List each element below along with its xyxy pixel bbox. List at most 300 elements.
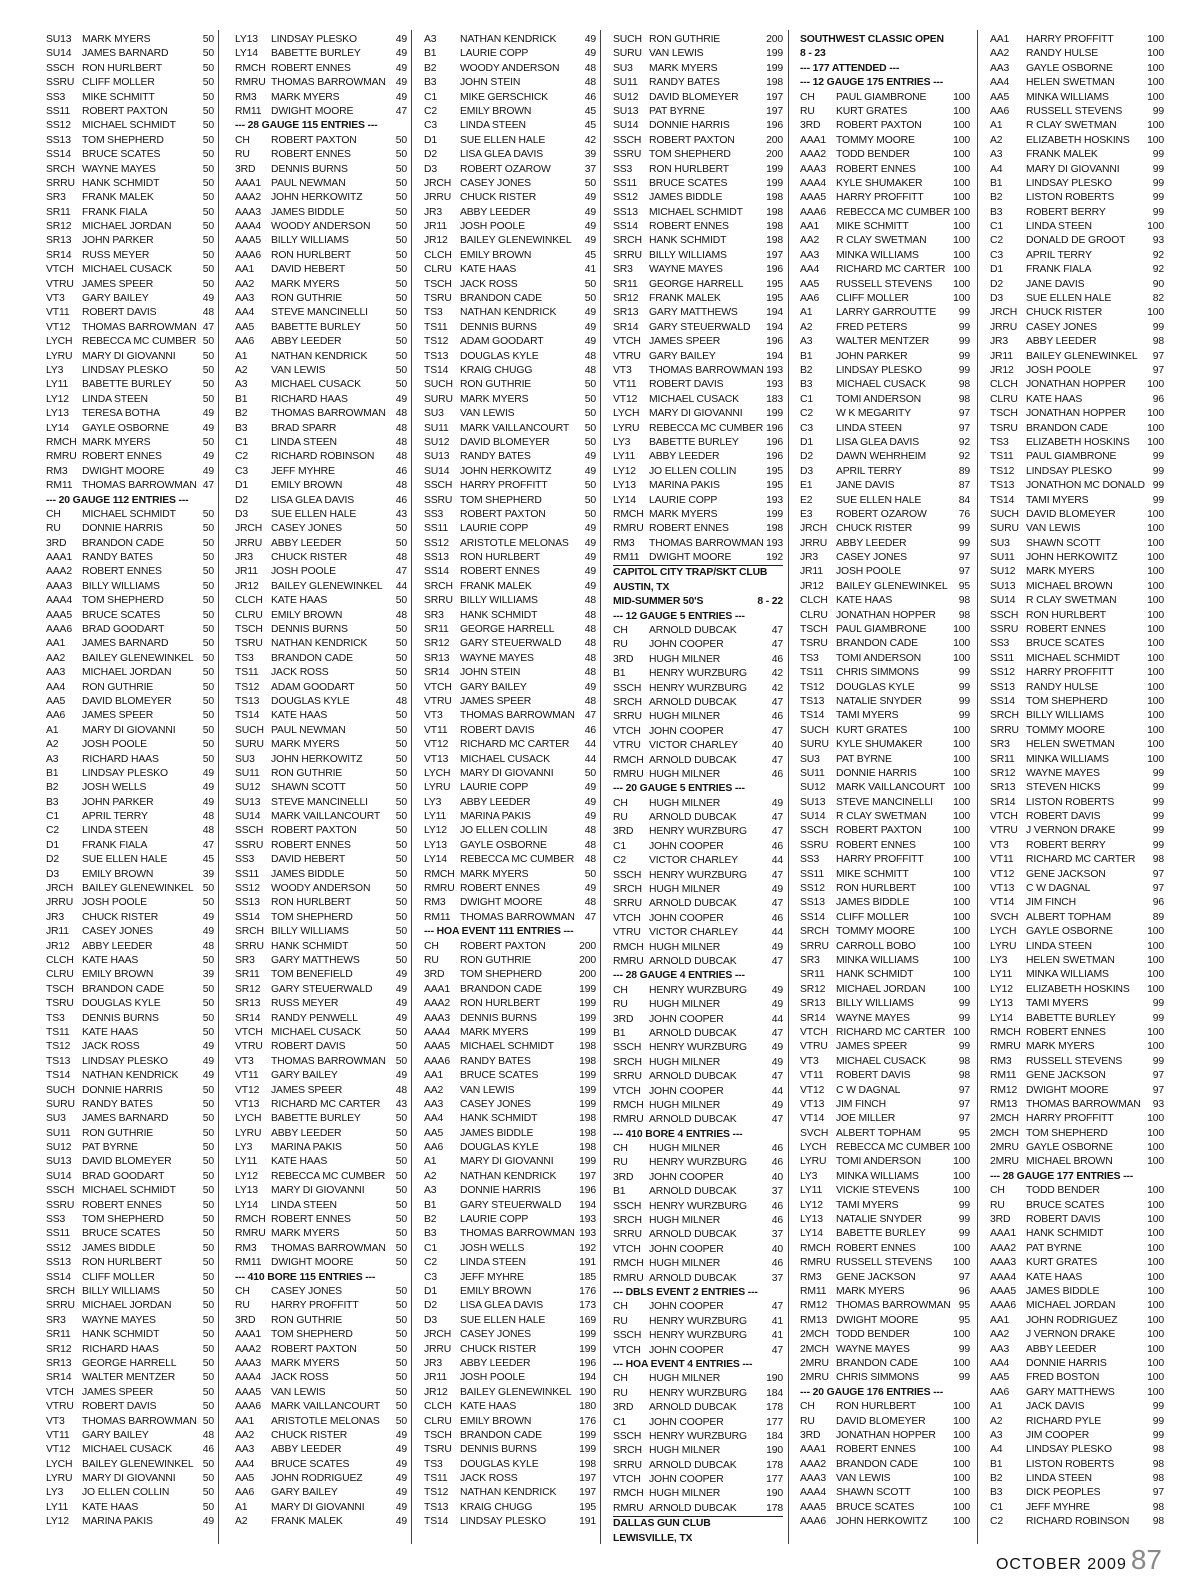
shooter-name: JOHN COOPER — [649, 1474, 724, 1486]
class-label: LYCH — [424, 767, 451, 779]
score: 48 — [584, 638, 596, 650]
result-row — [800, 1357, 970, 1371]
result-row — [46, 522, 214, 536]
result-row — [235, 407, 407, 421]
class-label: SRCH — [46, 163, 75, 175]
score: 193 — [766, 494, 783, 506]
score: 100 — [953, 811, 970, 823]
class-label: CH — [613, 984, 628, 996]
score: 99 — [958, 336, 970, 348]
score: 50 — [395, 667, 407, 679]
score: 192 — [579, 1242, 596, 1254]
class-label: VT3 — [235, 1055, 254, 1067]
score: 43 — [395, 1098, 407, 1110]
shooter-name: ROBERT ENNES — [460, 566, 540, 578]
result-row — [613, 1272, 783, 1286]
class-label: RMCH — [800, 1242, 831, 1254]
score: 49 — [584, 48, 596, 60]
result-row — [613, 465, 783, 479]
shooter-name: SUE ELLEN HALE — [460, 134, 546, 146]
class-label: 2MCH — [990, 1113, 1019, 1125]
class-label: LYRU — [990, 940, 1017, 952]
class-label: SVCH — [990, 911, 1019, 923]
result-row — [990, 436, 1164, 450]
result-row — [235, 1501, 407, 1515]
column-divider — [788, 30, 789, 1544]
shooter-name: CHRIS SIMMONS — [836, 1372, 919, 1384]
shooter-name: ROBERT ENNES — [649, 523, 729, 535]
shooter-name: DOUGLAS KYLE — [271, 695, 350, 707]
shooter-name: ROBERT ENNES — [1026, 1026, 1106, 1038]
result-row — [46, 1472, 214, 1486]
score: 50 — [395, 1314, 407, 1326]
class-label: AAA6 — [424, 1055, 450, 1067]
result-row — [990, 911, 1164, 925]
result-row — [424, 666, 596, 680]
result-row — [613, 551, 783, 566]
class-label: JR12 — [235, 580, 259, 592]
shooter-name: JAMES SPEER — [836, 1041, 908, 1053]
result-row — [424, 724, 596, 738]
shooter-name: TOM BENEFIELD — [271, 969, 353, 981]
shooter-name: BILLY WILLIAMS — [271, 926, 349, 938]
score: 100 — [953, 91, 970, 103]
class-label: LY14 — [235, 1199, 258, 1211]
score: 50 — [395, 955, 407, 966]
shooter-name: JOHN PARKER — [82, 235, 154, 247]
shooter-name: PAUL GIAMBRONE — [1026, 451, 1117, 463]
result-row — [800, 609, 970, 623]
shooter-name: JOHN COOPER — [649, 1243, 724, 1255]
shooter-name: TODD BENDER — [1026, 1185, 1100, 1197]
result-row — [990, 91, 1164, 105]
shooter-name: HUGH MILNER — [649, 1445, 721, 1457]
class-label: AA6 — [46, 710, 66, 722]
score: 50 — [395, 681, 407, 693]
result-row — [424, 997, 596, 1011]
result-row — [613, 998, 783, 1012]
result-row — [613, 278, 783, 292]
shooter-name: GARY STEUERWALD — [460, 1199, 562, 1211]
score: 49 — [202, 796, 214, 808]
class-label: VT13 — [800, 1098, 825, 1110]
shooter-name: JOHN COOPER — [649, 1416, 724, 1428]
score: 47 — [584, 710, 596, 722]
result-row — [235, 1343, 407, 1357]
shooter-name: RUSSELL STEVENS — [836, 278, 933, 290]
shooter-name: DENNIS BURNS — [460, 1012, 537, 1024]
shooter-name: R CLAY SWETMAN — [836, 235, 927, 247]
score: 100 — [1147, 940, 1164, 952]
result-row — [800, 637, 970, 651]
result-row — [46, 1415, 214, 1429]
result-row — [990, 1458, 1164, 1472]
shooter-name: BILLY WILLIAMS — [1026, 710, 1104, 722]
class-label: AA4 — [46, 681, 66, 693]
page-footer — [996, 1544, 1162, 1576]
result-row — [800, 551, 970, 565]
shooter-name: MICHAEL CUSACK — [649, 393, 739, 405]
result-row — [800, 1127, 970, 1141]
score: 199 — [579, 1444, 596, 1456]
result-row — [235, 1515, 407, 1529]
result-row — [613, 134, 783, 148]
score: 100 — [1147, 1127, 1164, 1139]
result-row — [613, 1113, 783, 1127]
class-label: VTRU — [613, 740, 641, 752]
result-row — [990, 1040, 1164, 1054]
result-row — [424, 1098, 596, 1112]
score: 44 — [584, 753, 596, 765]
result-row — [46, 105, 214, 119]
result-row — [235, 954, 407, 968]
shooter-name: MARK MYERS — [649, 508, 718, 520]
class-label: RU — [235, 149, 250, 161]
score: 50 — [202, 48, 214, 60]
score: 49 — [584, 883, 596, 895]
result-row — [235, 623, 407, 637]
shooter-name: BAILEY GLENEWINKEL — [460, 1386, 572, 1398]
score: 49 — [584, 34, 596, 45]
result-row — [613, 508, 783, 522]
score: 50 — [202, 1401, 214, 1413]
class-label: LY14 — [800, 1228, 823, 1240]
class-label: LY3 — [424, 796, 442, 808]
result-row — [800, 652, 970, 666]
class-label: C2 — [990, 235, 1003, 247]
result-row — [235, 62, 407, 76]
score: 40 — [771, 740, 783, 752]
result-row — [990, 1328, 1164, 1342]
result-row — [424, 1386, 596, 1400]
score: 100 — [1147, 609, 1164, 621]
result-row — [424, 1170, 596, 1184]
score: 99 — [1152, 811, 1164, 823]
class-label: SSCH — [424, 480, 453, 492]
class-label: VT13 — [424, 753, 449, 765]
score: 99 — [1152, 192, 1164, 204]
shooter-name: ABBY LEEDER — [460, 206, 531, 218]
score: 49 — [584, 537, 596, 549]
shooter-name: BABETTE BURLEY — [271, 1113, 361, 1125]
score: 100 — [953, 638, 970, 650]
score: 100 — [953, 221, 970, 233]
score: 99 — [958, 307, 970, 319]
score: 199 — [579, 1070, 596, 1082]
shooter-name: VICTOR CHARLEY — [649, 740, 738, 752]
class-label: LY14 — [613, 494, 636, 506]
result-row — [46, 1112, 214, 1126]
shooter-name: CASEY JONES — [460, 1098, 531, 1110]
shooter-name: GENE JACKSON — [1026, 868, 1106, 880]
class-label: SR12 — [800, 983, 826, 995]
result-row — [613, 263, 783, 277]
score: 50 — [202, 724, 214, 736]
score: 49 — [202, 1055, 214, 1067]
score: 49 — [395, 77, 407, 89]
class-label: LY14 — [424, 854, 447, 866]
result-row — [990, 263, 1164, 277]
shooter-name: STEVE MANCINELLI — [271, 307, 368, 319]
result-row — [46, 681, 214, 695]
shooter-name: MICHAEL BROWN — [1026, 1156, 1113, 1168]
score: 99 — [1152, 825, 1164, 837]
class-label: SR3 — [46, 192, 66, 204]
class-label: B3 — [990, 1487, 1003, 1499]
shooter-name: JIM FINCH — [1026, 897, 1077, 909]
class-label: C2 — [46, 825, 59, 837]
score: 199 — [766, 48, 783, 60]
shooter-name: APRIL TERRY — [82, 811, 148, 823]
section-heading — [990, 1170, 1164, 1184]
score: 100 — [1147, 1142, 1164, 1154]
class-label: SRCH — [235, 926, 264, 938]
class-label: C3 — [424, 120, 437, 132]
score: 48 — [584, 854, 596, 866]
class-label: SR12 — [424, 638, 450, 650]
class-label: SUCH — [46, 1084, 75, 1096]
section-heading — [613, 566, 783, 580]
result-row — [613, 1013, 783, 1027]
shooter-name: MIKE SCHMITT — [836, 868, 909, 880]
class-label: SR3 — [800, 955, 820, 966]
class-label: AA3 — [235, 1444, 255, 1456]
result-row — [424, 1472, 596, 1486]
shooter-name: HUGH MILNER — [649, 797, 721, 809]
class-label: JRCH — [235, 523, 263, 535]
result-row — [800, 824, 970, 838]
shooter-name: WOODY ANDERSON — [271, 883, 371, 895]
score: 99 — [958, 350, 970, 362]
shooter-name: JOE MILLER — [836, 1113, 896, 1125]
score: 49 — [584, 336, 596, 348]
score: 50 — [202, 1329, 214, 1341]
shooter-name: BRANDON CADE — [836, 1458, 918, 1470]
shooter-name: GARY BAILEY — [82, 1429, 149, 1441]
class-label: 3RD — [613, 1402, 634, 1414]
shooter-name: MARINA PAKIS — [649, 480, 720, 492]
score: 50 — [202, 1012, 214, 1024]
result-row — [613, 407, 783, 421]
shooter-name: MARK MYERS — [271, 1357, 340, 1369]
shooter-name: JEFF MYHRE — [460, 1271, 524, 1283]
score: 99 — [1152, 105, 1164, 117]
class-label: LY3 — [800, 1170, 818, 1182]
score: 100 — [953, 969, 970, 981]
result-row — [235, 292, 407, 306]
shooter-name: PAT BYRNE — [836, 753, 892, 765]
score: 50 — [202, 1415, 214, 1427]
score: 49 — [584, 235, 596, 247]
class-label: CLCH — [46, 955, 74, 966]
result-row — [46, 1443, 214, 1457]
result-row — [613, 941, 783, 955]
result-row — [990, 234, 1164, 248]
result-row — [235, 1213, 407, 1227]
shooter-name: LARRY GARROUTTE — [836, 307, 937, 319]
score: 100 — [953, 163, 970, 175]
shooter-name: LINDSAY PLESKO — [82, 767, 168, 779]
shooter-name: TOMMY MOORE — [1026, 724, 1105, 736]
result-row — [235, 191, 407, 205]
result-row — [424, 537, 596, 551]
result-row — [46, 76, 214, 90]
shooter-name: ABBY LEEDER — [836, 537, 907, 549]
score: 50 — [202, 1142, 214, 1154]
shooter-name: RICHARD ROBINSON — [1026, 1516, 1130, 1528]
shooter-name: R CLAY SWETMAN — [1026, 120, 1117, 132]
class-label: AAA4 — [800, 1487, 826, 1499]
class-label: A2 — [800, 321, 813, 333]
class-label: D3 — [424, 163, 437, 175]
class-label: JR12 — [424, 235, 448, 247]
class-label: SUCH — [990, 508, 1019, 520]
shooter-name: MARY DI GIOVANNI — [271, 1501, 365, 1513]
shooter-name: BRUCE SCATES — [836, 1501, 915, 1513]
class-label: RMCH — [613, 1099, 644, 1111]
class-label: VT14 — [800, 1113, 825, 1125]
result-row — [800, 220, 970, 234]
shooter-name: JIM COOPER — [1026, 1429, 1090, 1441]
result-row — [424, 407, 596, 421]
shooter-name: ROBERT PAXTON — [271, 134, 357, 146]
shooter-name: JOSH WELLS — [460, 1242, 525, 1254]
result-row — [46, 1026, 214, 1040]
result-row — [613, 1027, 783, 1041]
shooter-name: RON GUTHRIE — [271, 1314, 343, 1326]
shooter-name: BRANDON CADE — [1026, 422, 1108, 434]
result-row — [235, 1055, 407, 1069]
class-label: A2 — [235, 1516, 248, 1528]
class-label: A2 — [990, 1415, 1003, 1427]
shooter-name: MICHAEL JORDAN — [836, 983, 926, 995]
score: 200 — [579, 969, 596, 981]
result-row — [800, 1055, 970, 1069]
result-row — [46, 1040, 214, 1054]
shooter-name: FRANK MALEK — [460, 580, 532, 592]
class-label: A1 — [235, 1501, 248, 1513]
class-label: AA3 — [424, 1098, 444, 1110]
shooter-name: ARNOLD DUBCAK — [649, 625, 737, 637]
class-label: SRRU — [424, 595, 453, 607]
result-row — [235, 393, 407, 407]
result-row — [235, 1184, 407, 1198]
heading-text: --- 20 GAUGE 176 ENTRIES --- — [800, 1386, 944, 1398]
result-row — [46, 1299, 214, 1313]
class-label: SR12 — [990, 767, 1016, 779]
result-row — [613, 926, 783, 940]
score: 50 — [202, 379, 214, 391]
result-row — [235, 1458, 407, 1472]
score: 190 — [766, 1373, 783, 1385]
section-heading — [800, 47, 970, 61]
result-row — [613, 854, 783, 868]
class-label: A3 — [424, 1185, 437, 1197]
result-row — [800, 450, 970, 464]
shooter-name: JAMES BARNARD — [82, 1113, 169, 1125]
shooter-name: THOMAS BARROWMAN — [836, 1300, 951, 1312]
shooter-name: BRANDON CADE — [271, 652, 353, 664]
score: 100 — [1147, 1300, 1164, 1312]
shooter-name: EMILY BROWN — [460, 105, 532, 117]
class-label: SURU — [46, 1098, 75, 1110]
class-label: RU — [424, 955, 439, 966]
class-label: TS14 — [424, 1516, 449, 1528]
score: 37 — [771, 1272, 783, 1284]
shooter-name: JONATHON MC DONALD — [1026, 480, 1145, 492]
score: 100 — [1147, 638, 1164, 650]
score: 100 — [1147, 739, 1164, 751]
shooter-name: MARK VAILLANCOURT — [460, 422, 570, 434]
class-label: D2 — [235, 494, 248, 506]
shooter-name: NATHAN KENDRICK — [271, 350, 368, 362]
result-row — [235, 537, 407, 551]
class-label: SS12 — [46, 1242, 71, 1254]
class-label: SRCH — [46, 1285, 75, 1297]
score: 98 — [958, 379, 970, 391]
result-row — [235, 911, 407, 925]
result-row — [613, 1372, 783, 1386]
class-label: SSRU — [46, 1199, 75, 1211]
shooter-name: GAYLE OSBORNE — [460, 839, 547, 851]
shooter-name: LINDSAY PLESKO — [82, 1055, 168, 1067]
result-row — [800, 206, 970, 220]
class-label: RMRU — [613, 956, 644, 967]
result-row — [46, 335, 214, 349]
result-row — [800, 1141, 970, 1155]
shooter-name: JONATHAN HOPPER — [1026, 379, 1126, 391]
shooter-name: CLIFF MOLLER — [836, 293, 909, 305]
class-label: TSRU — [235, 638, 263, 650]
score: 50 — [202, 523, 214, 535]
result-row — [424, 1227, 596, 1241]
score: 100 — [1147, 955, 1164, 966]
shooter-name: BAILEY GLENEWINKEL — [271, 580, 383, 592]
score: 50 — [202, 897, 214, 909]
score: 195 — [766, 293, 783, 305]
result-row — [800, 1184, 970, 1198]
score: 50 — [395, 1185, 407, 1197]
result-row — [46, 1256, 214, 1270]
score: 100 — [1147, 969, 1164, 981]
class-label: TS3 — [800, 652, 819, 664]
shooter-name: APRIL TERRY — [836, 465, 902, 477]
score: 47 — [771, 696, 783, 708]
score: 50 — [202, 1098, 214, 1110]
shooter-name: HENRY WURZBURG — [649, 1330, 747, 1342]
shooter-name: JOHN HERKOWITZ — [460, 465, 552, 477]
result-row — [990, 292, 1164, 306]
class-label: SU11 — [990, 552, 1015, 564]
score: 47 — [771, 1071, 783, 1083]
class-label: SS14 — [800, 911, 825, 923]
score: 50 — [202, 955, 214, 966]
result-row — [46, 580, 214, 594]
score: 99 — [1152, 1415, 1164, 1427]
result-row — [800, 508, 970, 522]
result-row — [613, 1214, 783, 1228]
shooter-name: GARY BAILEY — [460, 681, 527, 693]
score: 50 — [395, 911, 407, 923]
score: 100 — [1147, 580, 1164, 592]
shooter-name: ARNOLD DUBCAK — [649, 956, 737, 967]
score: 50 — [584, 393, 596, 405]
class-label: C3 — [424, 1271, 437, 1283]
score: 50 — [395, 336, 407, 348]
shooter-name: BABETTE BURLEY — [1026, 1012, 1116, 1024]
score: 99 — [958, 681, 970, 693]
shooter-name: RON HURLBERT — [82, 62, 162, 74]
